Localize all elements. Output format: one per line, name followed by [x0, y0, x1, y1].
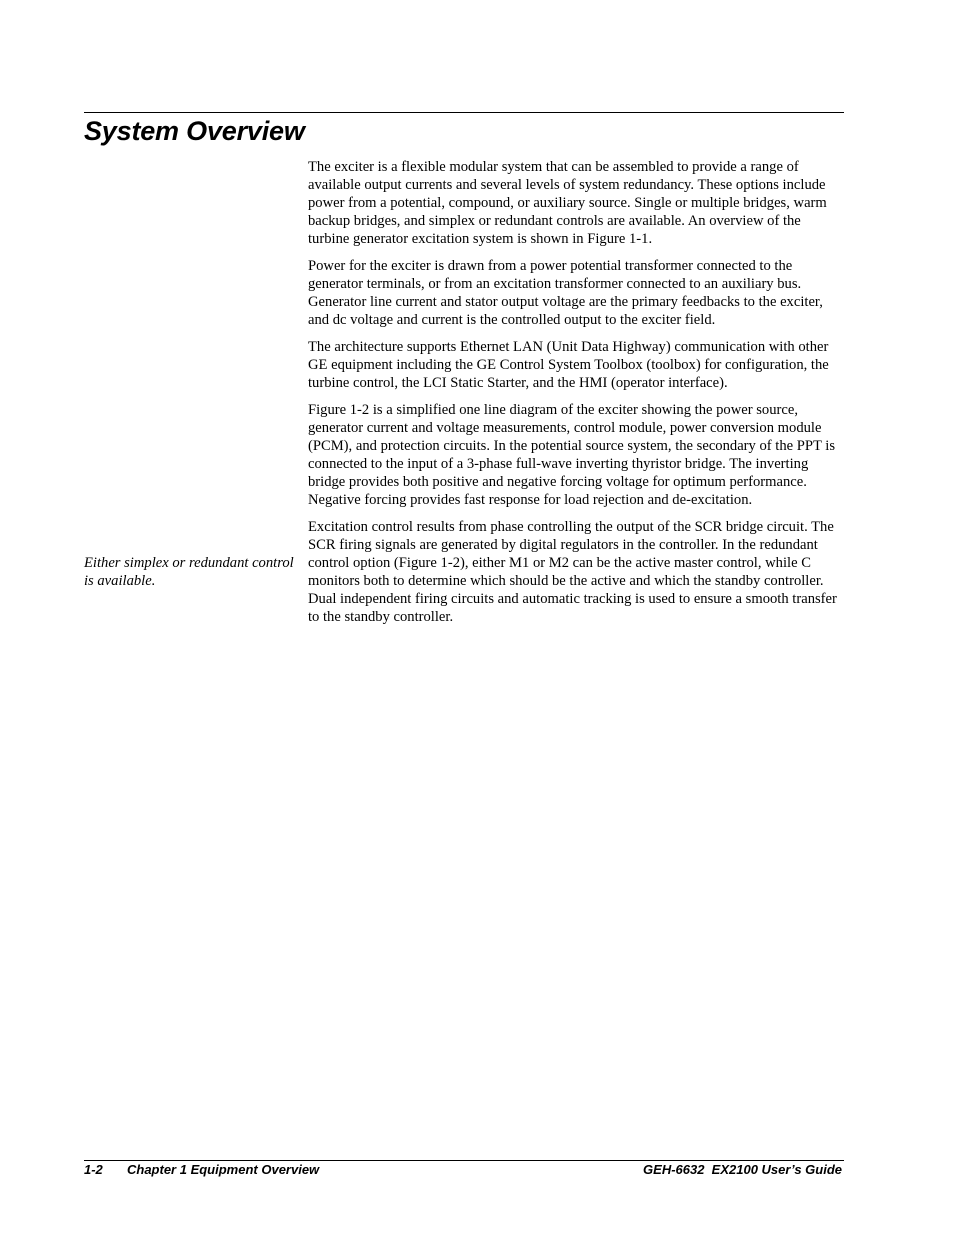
paragraph-intro: The exciter is a flexible modular system that can be assembled to provide a range of available output currents and several levels of system redundancy. These options include power from a potential, compound, or auxiliary source. Single or multiple bridges, warm backup bridges, and simplex or redundant controls are available. An overview of the turbine generator excitation system is shown in Figure 1-1.	[308, 159, 827, 247]
body-text	[308, 158, 844, 635]
footer-guide-title: GEH-6632 EX2100 User’s Guide	[643, 1162, 842, 1177]
side-note: Either simplex or redundant control is available.	[84, 555, 294, 589]
footer-page-number: 1-2	[84, 1162, 103, 1177]
footer-chapter: Chapter 1 Equipment Overview	[127, 1162, 320, 1177]
footer-rule	[84, 1160, 844, 1161]
section-title: System Overview	[84, 116, 305, 146]
paragraph-architecture: The architecture supports Ethernet LAN (Unit Data Highway) communication with other GE equipment including the GE Control System Toolbox (toolbox) for configuration, the turbine control, the LCI Static Starter, and the HMI (operator interface).	[308, 339, 829, 391]
paragraph-power: Power for the exciter is drawn from a power potential transformer connected to the generator terminals, or from an excitation transformer connected to an auxiliary bus. Generator line current and stator output voltage are the primary feedbacks to the exciter, and dc voltage and current is the controlled output to the exciter field.	[308, 258, 823, 328]
paragraph-figure-1-2: Figure 1-2 is a simplified one line diagram of the exciter showing the power source, generator current and voltage measurements, control module, power conversion module (PCM), and protection circuits. In the potential source system, the secondary of the PPT is connected to the input of a 3-phase full-wave inverting thyristor bridge. The inverting bridge provides both positive and negative forcing voltage for optimum performance. Negative forcing provides fast response for load rejection and de-excitation.	[308, 402, 836, 508]
paragraph-excitation-control: Excitation control results from phase controlling the output of the SCR bridge circuit. The SCR firing signals are generated by digital regulators in the controller. In the redundant control option (Figure 1-2), either M1 or M2 can be the active master control, while C monitors both to determine which should be the active and which the standby controller. Dual independent firing circuits and automatic tracking is used to ensure a smooth transfer to the standby controller.	[308, 519, 837, 625]
